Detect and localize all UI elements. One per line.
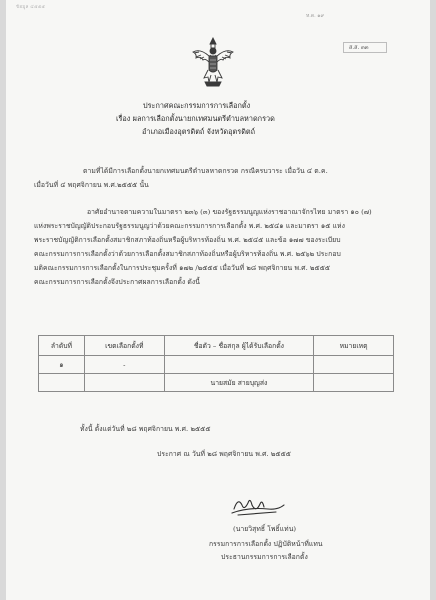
col-header-remark: หมายเหตุ <box>314 336 394 356</box>
col-header-elected-name: ชื่อตัว – ชื่อสกุล ผู้ได้รับเลือกตั้ง <box>164 336 314 356</box>
paragraph-2-line-5: มติคณะกรรมการการเลือกตั้งในการประชุมครั้งที่ ๑๗๒ /๒๕๕๕ เมื่อวันที่ ๒๘ พฤศจิกายน พ.ศ. ๒๕๕๕ <box>34 264 331 272</box>
paragraph-1-line-2: เมื่อวันที่ ๔ พฤศจิกายน พ.ศ.๒๕๕๕ นั้น <box>34 181 149 189</box>
signer-title-1: กรรมการการเลือกตั้ง ปฏิบัติหน้าที่แทน <box>209 540 323 548</box>
corner-annotation-left: ข้อมูล ๔๕๕๕ <box>16 5 46 10</box>
cell-remark <box>314 356 394 374</box>
handwritten-signature <box>228 493 288 519</box>
header-subject: เรื่อง ผลการเลือกตั้งนายกเทศมนตรีตำบลหาดกรวด <box>116 114 275 123</box>
paragraph-2-line-3: พระราชบัญญัติการเลือกตั้งสมาชิกสภาท้องถิ่นหรือผู้บริหารท้องถิ่น พ.ศ. ๒๕๔๕ และข้อ ๑๗๗ ของระเบียบ <box>34 236 341 244</box>
header-line-1: ประกาศคณะกรรมการการเลือกตั้ง <box>143 101 251 110</box>
form-code-box: ส.ส. ๓๓ <box>343 42 387 53</box>
document-page <box>6 0 430 600</box>
cell-order <box>39 374 85 392</box>
signer-title-2: ประธานกรรมการการเลือกตั้ง <box>221 553 308 561</box>
col-header-district: เขตเลือกตั้งที่ <box>84 336 164 356</box>
cell-name: นายสมัย สายบุญส่ง <box>164 374 314 392</box>
signer-name: (นายวิสุทธิ์ โพธิ์แท่น) <box>233 525 297 533</box>
results-table <box>38 335 394 392</box>
paragraph-2-line-2: แห่งพระราชบัญญัติประกอบรัฐธรรมนูญว่าด้วยคณะกรรมการการเลือกตั้ง พ.ศ. ๒๕๔๑ และมาตรา ๑๕ แห่ง <box>34 222 345 230</box>
cell-name <box>164 356 314 374</box>
paragraph-2-line-6: คณะกรรมการการเลือกตั้งจึงประกาศผลการเลือกตั้ง ดังนี้ <box>34 278 200 286</box>
corner-annotation-right: ห.ด. ๑๙ <box>306 13 325 19</box>
garuda-emblem-icon <box>191 36 235 88</box>
paragraph-2-line-1: อาศัยอำนาจตามความในมาตรา ๒๓๖ (๓) ของรัฐธรรมนูญแห่งราชอาณาจักรไทย มาตรา ๑๐ (๗) <box>87 208 372 216</box>
table-row <box>39 374 394 392</box>
table-header-row <box>39 336 394 356</box>
col-header-order: ลำดับที่ <box>39 336 85 356</box>
paragraph-2-line-4: คณะกรรมการการเลือกตั้งว่าด้วยการเลือกตั้งสมาชิกสภาท้องถิ่นหรือผู้บริหารท้องถิ่น พ.ศ. ๒๕๖๒ ประกอบ <box>34 250 341 258</box>
cell-district <box>84 374 164 392</box>
announcement-date: ประกาศ ณ วันที่ ๒๘ พฤศจิกายน พ.ศ. ๒๕๕๕ <box>157 450 291 458</box>
cell-order: ๑ <box>39 356 85 374</box>
cell-district: - <box>84 356 164 374</box>
paragraph-1-line-1: ตามที่ได้มีการเลือกตั้งนายกเทศมนตรีตำบลหาดกรวด กรณีครบวาระ เมื่อวัน ๔ ต.ค. <box>83 167 328 175</box>
effective-date: ทั้งนี้ ตั้งแต่วันที่ ๒๘ พฤศจิกายน พ.ศ. ๒๕๕๕ <box>80 425 211 433</box>
header-location: อำเภอเมืองอุตรดิตถ์ จังหวัดอุตรดิตถ์ <box>142 127 256 136</box>
cell-remark <box>314 374 394 392</box>
table-row <box>39 356 394 374</box>
